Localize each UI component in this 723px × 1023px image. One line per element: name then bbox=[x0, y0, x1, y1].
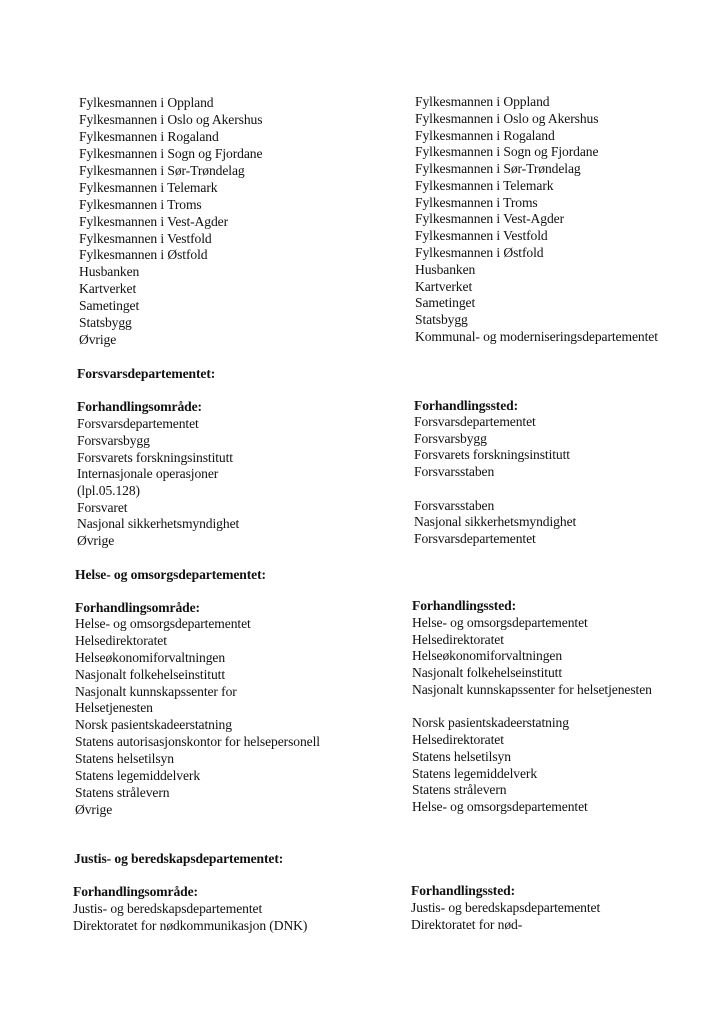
list-item: Statens strålevern bbox=[75, 785, 170, 800]
list-item: Sametinget bbox=[415, 295, 476, 310]
list-item: Forsvarets forskningsinstitutt bbox=[77, 450, 233, 465]
list-item: Fylkesmannen i Østfold bbox=[415, 245, 544, 260]
list-item: Fylkesmannen i Vest-Agder bbox=[79, 214, 229, 229]
list-item: Fylkesmannen i Vestfold bbox=[415, 228, 548, 243]
list-item: Forsvarsbygg bbox=[414, 431, 487, 446]
list-item: Helsetjenesten bbox=[75, 700, 153, 715]
list-item: Fylkesmannen i Troms bbox=[415, 195, 538, 210]
list-item: Internasjonale operasjoner bbox=[77, 466, 219, 481]
list-item: Statsbygg bbox=[79, 315, 132, 330]
list-item: Fylkesmannen i Oslo og Akershus bbox=[415, 111, 599, 126]
list-item: Kommunal- og moderniseringsdepartementet bbox=[415, 329, 658, 344]
section-title-forsvar: Forsvarsdepartementet: bbox=[77, 366, 216, 381]
list-item: Nasjonalt kunnskapssenter for helsetjenesten bbox=[412, 682, 652, 697]
list-item: Nasjonal sikkerhetsmyndighet bbox=[77, 516, 240, 531]
list-item: Fylkesmannen i Vest-Agder bbox=[415, 211, 565, 226]
section-title-helse: Helse- og omsorgsdepartementet: bbox=[75, 567, 266, 582]
list-item: Statens strålevern bbox=[412, 782, 507, 797]
list-item: Helse- og omsorgsdepartementet bbox=[75, 616, 251, 631]
list-item: Fylkesmannen i Sør-Trøndelag bbox=[79, 163, 245, 178]
column-header-forhandlingsomrade: Forhandlingsområde: bbox=[73, 884, 198, 899]
list-item: Sametinget bbox=[79, 298, 140, 313]
list-item: Statens autorisasjonskontor for helsepersonell bbox=[75, 734, 320, 749]
list-item: Statens helsetilsyn bbox=[75, 751, 174, 766]
list-item: Helse- og omsorgsdepartementet bbox=[412, 615, 588, 630]
list-item: Forsvarsdepartementet bbox=[77, 416, 199, 431]
list-item: Nasjonalt folkehelseinstitutt bbox=[75, 667, 226, 682]
list-item: Fylkesmannen i Telemark bbox=[415, 178, 554, 193]
list-item: Forsvarsstaben bbox=[414, 498, 495, 513]
list-item: Helsedirektoratet bbox=[412, 732, 504, 747]
list-item: Fylkesmannen i Sogn og Fjordane bbox=[415, 144, 599, 159]
list-item: Husbanken bbox=[415, 262, 476, 277]
column-header-forhandlingsomrade: Forhandlingsområde: bbox=[77, 399, 202, 414]
list-item: Fylkesmannen i Troms bbox=[79, 197, 202, 212]
list-item: Forsvarsbygg bbox=[77, 433, 150, 448]
list-item: Justis- og beredskapsdepartementet bbox=[73, 901, 263, 916]
list-item: Helsedirektoratet bbox=[412, 632, 504, 647]
list-item: Fylkesmannen i Oslo og Akershus bbox=[79, 112, 263, 127]
list-item: Statsbygg bbox=[415, 312, 468, 327]
list-item: Statens legemiddelverk bbox=[75, 768, 201, 783]
list-item: Justis- og beredskapsdepartementet bbox=[411, 900, 601, 915]
list-item: Forsvarets forskningsinstitutt bbox=[414, 447, 570, 462]
list-item: Fylkesmannen i Vestfold bbox=[79, 231, 212, 246]
list-item: Øvrige bbox=[75, 802, 113, 817]
list-item: Direktoratet for nød- bbox=[411, 917, 523, 932]
section-title-justis: Justis- og beredskapsdepartementet: bbox=[74, 851, 284, 866]
list-item: Statens helsetilsyn bbox=[412, 749, 511, 764]
list-item: Norsk pasientskadeerstatning bbox=[75, 717, 232, 732]
list-item: Øvrige bbox=[77, 533, 115, 548]
column-header-forhandlingssted: Forhandlingssted: bbox=[414, 398, 519, 413]
list-item: Forsvaret bbox=[77, 500, 128, 515]
list-item: Fylkesmannen i Oppland bbox=[415, 94, 550, 109]
list-item: Helseøkonomiforvaltningen bbox=[75, 650, 226, 665]
list-item: Fylkesmannen i Sogn og Fjordane bbox=[79, 146, 263, 161]
list-item: Fylkesmannen i Rogaland bbox=[79, 129, 219, 144]
column-header-forhandlingssted: Forhandlingssted: bbox=[412, 598, 517, 613]
list-item: Husbanken bbox=[79, 264, 140, 279]
list-item: Fylkesmannen i Sør-Trøndelag bbox=[415, 161, 581, 176]
list-item: Statens legemiddelverk bbox=[412, 766, 538, 781]
list-item: Norsk pasientskadeerstatning bbox=[412, 715, 569, 730]
list-item: Helsedirektoratet bbox=[75, 633, 167, 648]
list-item: Helse- og omsorgsdepartementet bbox=[412, 799, 588, 814]
list-item: (lpl.05.128) bbox=[77, 483, 140, 498]
list-item: Nasjonal sikkerhetsmyndighet bbox=[414, 514, 577, 529]
list-item: Kartverket bbox=[415, 279, 473, 294]
column-header-forhandlingsomrade: Forhandlingsområde: bbox=[75, 600, 200, 615]
list-item: Fylkesmannen i Rogaland bbox=[415, 128, 555, 143]
list-item: Nasjonalt kunnskapssenter for bbox=[75, 684, 237, 699]
list-item: Direktoratet for nødkommunikasjon (DNK) bbox=[73, 918, 308, 933]
list-item: Nasjonalt folkehelseinstitutt bbox=[412, 665, 563, 680]
list-item: Fylkesmannen i Oppland bbox=[79, 95, 214, 110]
list-item: Øvrige bbox=[79, 332, 117, 347]
column-header-forhandlingssted: Forhandlingssted: bbox=[411, 883, 516, 898]
list-item: Fylkesmannen i Østfold bbox=[79, 247, 208, 262]
list-item: Helseøkonomiforvaltningen bbox=[412, 648, 563, 663]
list-item: Forsvarsdepartementet bbox=[414, 414, 536, 429]
list-item: Kartverket bbox=[79, 281, 137, 296]
list-item: Fylkesmannen i Telemark bbox=[79, 180, 218, 195]
list-item: Forsvarsstaben bbox=[414, 464, 495, 479]
list-item: Forsvarsdepartementet bbox=[414, 531, 536, 546]
